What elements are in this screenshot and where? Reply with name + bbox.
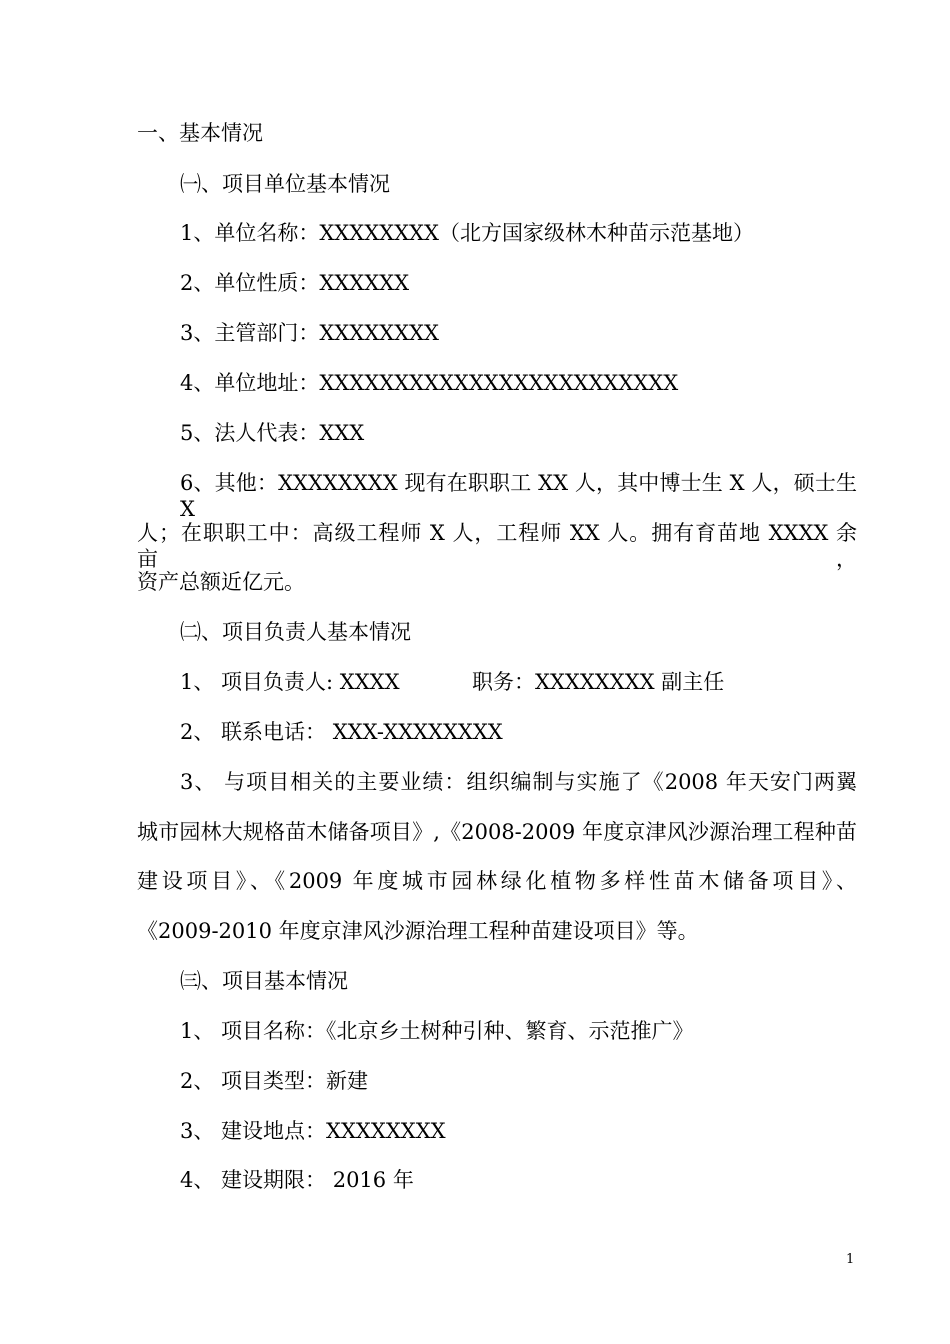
address-line: 4、单位地址：XXXXXXXXXXXXXXXXXXXXXXXX (180, 371, 679, 395)
achievements-line-1: 3、 与项目相关的主要业绩：组织编制与实施了《2008 年天安门两翼 (180, 770, 857, 794)
achievements-line-2: 城市园林大规格苗木储备项目》,《2008-2009 年度京津风沙源治理工程种苗 (137, 820, 857, 844)
phone-line: 2、 联系电话： XXX-XXXXXXXX (180, 720, 503, 744)
other-info-line-3: 资产总额近亿元。 (137, 570, 305, 594)
achievements-line-4: 《2009-2010 年度京津风沙源治理工程种苗建设项目》等。 (137, 919, 699, 943)
project-name-line: 1、 项目名称：《北京乡土树种引种、繁育、示范推广》 (180, 1019, 694, 1043)
heading-basic-info: 一、基本情况 (137, 121, 263, 145)
section-title-project: ㈢、项目基本情况 (180, 969, 348, 993)
unit-nature-line: 2、单位性质：XXXXXX (180, 271, 410, 295)
leader-position: 职务：XXXXXXXX 副主任 (472, 670, 725, 694)
page-number: 1 (846, 1252, 855, 1267)
section-title-leader: ㈡、项目负责人基本情况 (180, 620, 411, 644)
project-type-line: 2、 项目类型：新建 (180, 1069, 369, 1093)
department-line: 3、主管部门：XXXXXXXX (180, 321, 439, 345)
legal-rep-line: 5、法人代表：XXX (180, 421, 365, 445)
achievements-line-3: 建设项目》、《2009 年度城市园林绿化植物多样性苗木储备项目》、 (137, 869, 857, 893)
location-line: 3、 建设地点：XXXXXXXX (180, 1119, 446, 1143)
leader-line: 1、 项目负责人: XXXX (180, 670, 400, 694)
section-title-unit: ㈠、项目单位基本情况 (180, 172, 390, 196)
other-info-line-1: 6、其他：XXXXXXXX 现有在职职工 XX 人，其中博士生 X 人，硕士生 X (180, 471, 857, 521)
period-line: 4、 建设期限： 2016 年 (180, 1168, 414, 1192)
other-info-line-2: 人；在职职工中：高级工程师 X 人，工程师 XX 人。拥有育苗地 XXXX 余亩， (137, 521, 857, 571)
unit-name-line: 1、单位名称：XXXXXXXX（北方国家级林木种苗示范基地） (180, 221, 754, 245)
